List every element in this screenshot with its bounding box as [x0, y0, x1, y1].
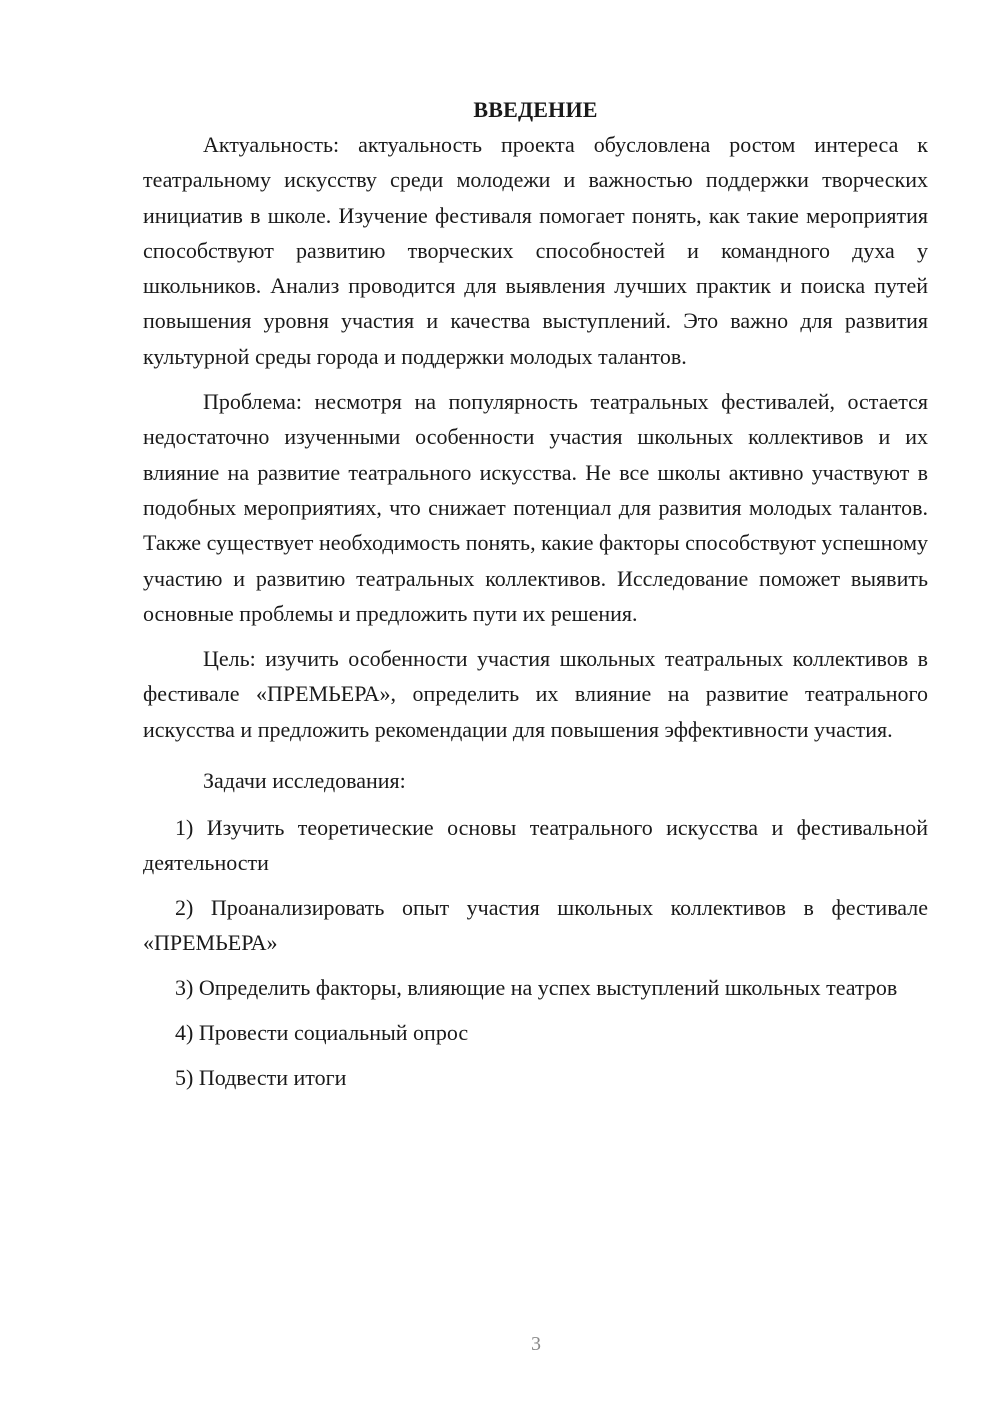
list-item: 5) Подвести итоги	[175, 1065, 347, 1091]
paragraph-problem: Проблема: несмотря на популярность театральных фестивалей, остается недостаточно изученными особенности участия школьных коллективов и их влияние на развитие театрального искусства. Не все школы активно участвуют в подобных мероприятиях, что снижает потенциал для развития молодых талантов. Также существует необходимость понять, какие факторы способствуют успешному участию и развитию театральных коллективов. Исследование поможет выявить основные проблемы и предложить пути их решения.	[143, 389, 928, 626]
list-item: 4) Провести социальный опрос	[175, 1020, 469, 1046]
paragraph-relevance: Актуальность: актуальность проекта обусловлена ростом интереса к театральному искусству среди молодежи и важностью поддержки творческих инициатив в школе. Изучение фестиваля помогает понять, как такие мероприятия способствуют развитию творческих способностей и командного духа у школьников. Анализ проводится для выявления лучших практик и поиска путей повышения уровня участия и качества выступлений. Это важно для развития культурной среды города и поддержки молодых талантов.	[143, 132, 928, 369]
section-title: ВВЕДЕНИЕ	[473, 97, 598, 122]
list-item: 3) Определить факторы, влияющие на успех выступлений школьных театров	[175, 975, 898, 1001]
tasks-list	[143, 810, 928, 1095]
list-item: 2) Проанализировать опыт участия школьных коллективов в фестивале «ПРЕМЬЕРА»	[143, 895, 928, 956]
page-content	[143, 92, 928, 1105]
tasks-heading: Задачи исследования:	[203, 768, 406, 794]
list-item: 1) Изучить теоретические основы театрального искусства и фестивальной деятельности	[143, 815, 928, 876]
paragraph-goal: Цель: изучить особенности участия школьных театральных коллективов в фестивале «ПРЕМЬЕРА», определить их влияние на развитие театрального искусства и предложить рекомендации для повышения эффективности участия.	[143, 646, 928, 742]
page-number: 3	[531, 1333, 541, 1355]
